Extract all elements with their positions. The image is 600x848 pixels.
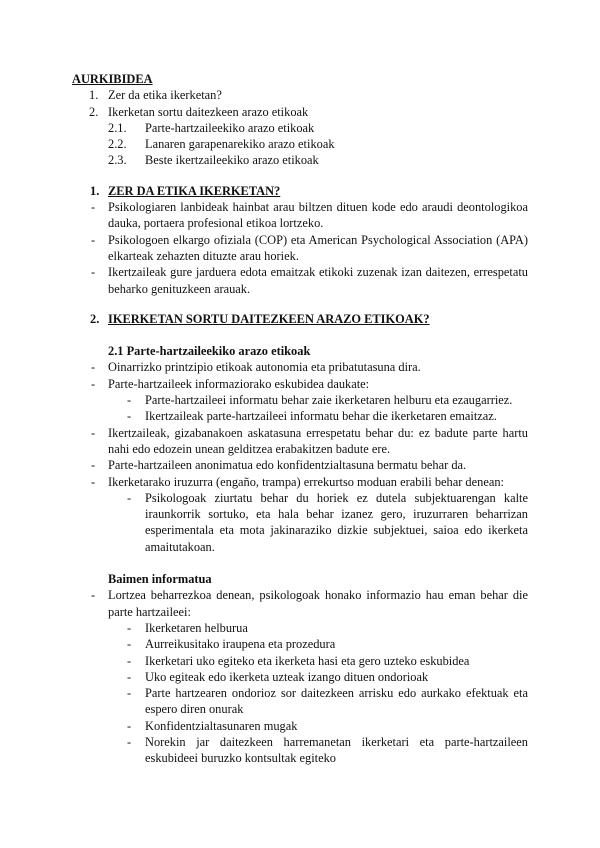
bullet: - bbox=[91, 458, 96, 473]
bullet: - bbox=[127, 620, 132, 635]
list-item bbox=[72, 199, 528, 232]
toc-item bbox=[72, 120, 528, 136]
bullet: - bbox=[91, 588, 96, 603]
nested-list-item bbox=[72, 636, 528, 652]
nested-list-item bbox=[72, 734, 528, 767]
list-text: Lortzea beharrezkoa denean, psikologoak honako informazio hau eman behar die parte hartzaileei: bbox=[108, 588, 528, 619]
toc-number: 1. bbox=[89, 88, 99, 103]
bullet: - bbox=[91, 376, 96, 391]
list-text: Oinarrizko printzipio etikoak autonomia eta pribatutasuna dira. bbox=[108, 360, 421, 375]
toc-text: Ikerketan sortu daitezkeen arazo etikoak bbox=[108, 104, 309, 119]
bullet: - bbox=[127, 490, 132, 505]
toc-number: 2. bbox=[89, 104, 99, 119]
nested-list-item bbox=[72, 408, 528, 424]
list-text: Ikerketari uko egiteko eta ikerketa hasi eta gero uzteko eskubidea bbox=[145, 653, 470, 668]
toc-number: 2.3. bbox=[108, 153, 127, 168]
heading-text: ZER DA ETIKA IKERKETAN? bbox=[108, 183, 281, 198]
toc-text: Zer da etika ikerketan? bbox=[108, 88, 222, 103]
subsection-heading: 2.1 Parte-hartzaileekiko arazo etikoak bbox=[108, 344, 311, 359]
nested-list-item bbox=[72, 685, 528, 718]
heading-number: 2. bbox=[90, 311, 100, 326]
section-1-heading bbox=[72, 183, 528, 199]
list-text: Ikertzaileak gure jarduera edota emaitzak etikoki zuzenak izan daitezen, errespetatu beharko genituzkeen arauak. bbox=[108, 265, 528, 296]
list-text: Aurreikusitako iraupena eta prozedura bbox=[145, 637, 336, 652]
bullet: - bbox=[91, 474, 96, 489]
list-text: Ikerketarako iruzurra (engaño, trampa) errekurtso moduan erabili behar denean: bbox=[108, 474, 504, 489]
list-item bbox=[72, 359, 528, 375]
bullet: - bbox=[127, 637, 132, 652]
bullet: - bbox=[127, 734, 132, 749]
bullet: - bbox=[127, 653, 132, 668]
toc-number: 2.1. bbox=[108, 120, 127, 135]
list-text: Ikertzaileak parte-hartzaileei informatu behar die ikerketaren emaitzaz. bbox=[145, 409, 497, 424]
list-text: Parte-hartzaileei informatu behar zaie ikerketaren helburu eta ezaugarriez. bbox=[145, 393, 513, 408]
toc-number: 2.2. bbox=[108, 137, 127, 152]
toc-title: AURKIBIDEA bbox=[72, 72, 153, 86]
list-item bbox=[72, 232, 528, 265]
nested-list-item bbox=[72, 392, 528, 408]
toc-item bbox=[72, 104, 528, 120]
nested-list-item bbox=[72, 620, 528, 636]
toc-text: Parte-hartzaileekiko arazo etikoak bbox=[145, 120, 315, 135]
bullet: - bbox=[91, 360, 96, 375]
list-text: Parte-hartzaileen anonimatua edo konfidentzialtasuna bermatu behar da. bbox=[108, 458, 467, 473]
nested-list-item bbox=[72, 718, 528, 734]
toc-item bbox=[72, 136, 528, 152]
nested-list-item bbox=[72, 490, 528, 555]
list-text: Psikologoen elkargo ofiziala (COP) eta American Psychological Association (APA) elkarteak zehazten dituzte arau horiek. bbox=[108, 232, 528, 263]
list-item bbox=[72, 457, 528, 473]
list-text: Psikologoak ziurtatu behar du horiek ez dutela subjektuarengan kalte iraunkorrik sortuko, eta hala behar izanez gero, iruzurraren beharrizan esperimentala eta mota jakinaraziko dizkie subjektuei, saioa edo ikerketa amaitutakoan. bbox=[145, 490, 528, 554]
list-text: Parte hartzearen ondorioz sor daitezkeen arrisku edo aurkako efektuak eta espero diren onurak bbox=[145, 686, 528, 717]
heading-number: 1. bbox=[90, 183, 100, 198]
toc-item bbox=[72, 87, 528, 103]
spacer bbox=[72, 327, 528, 343]
bullet: - bbox=[127, 718, 132, 733]
spacer bbox=[72, 297, 528, 311]
list-text: Konfidentzialtasunaren mugak bbox=[145, 718, 298, 733]
list-item bbox=[72, 264, 528, 297]
bullet: - bbox=[91, 265, 96, 280]
list-text: Ikertzaileak, gizabanakoen askatasuna errespetatu behar du: ez badute parte hartu nahi edo edozein unean gelditzea erabakitzen badute ere. bbox=[108, 425, 528, 456]
bullet: - bbox=[91, 232, 96, 247]
list-item bbox=[72, 425, 528, 458]
bullet: - bbox=[127, 393, 132, 408]
spacer bbox=[72, 169, 528, 183]
toc-text: Beste ikertzaileekiko arazo etikoak bbox=[145, 153, 319, 168]
list-text: Uko egiteak edo ikerketa uzteak izango dituen ondorioak bbox=[145, 669, 429, 684]
nested-list-item bbox=[72, 669, 528, 685]
list-text: Psikologiaren lanbideak hainbat arau biltzen dituen kode edo araudi deontologikoa dauka, portaera profesional etikoa lortzeko. bbox=[108, 200, 528, 231]
consent-heading: Baimen informatua bbox=[108, 572, 212, 587]
nested-list-item bbox=[72, 653, 528, 669]
document-page bbox=[72, 71, 528, 767]
spacer bbox=[72, 555, 528, 571]
list-item bbox=[72, 376, 528, 392]
list-text: Ikerketaren helburua bbox=[145, 620, 248, 635]
heading-text: IKERKETAN SORTU DAITEZKEEN ARAZO ETIKOAK? bbox=[108, 311, 430, 326]
bullet: - bbox=[91, 425, 96, 440]
bullet: - bbox=[91, 200, 96, 215]
list-text: Parte-hartzaileek informaziorako eskubidea daukate: bbox=[108, 376, 370, 391]
bullet: - bbox=[127, 669, 132, 684]
list-item bbox=[72, 587, 528, 620]
bullet: - bbox=[127, 409, 132, 424]
section-2-heading bbox=[72, 311, 528, 327]
bullet: - bbox=[127, 686, 132, 701]
toc-item bbox=[72, 152, 528, 168]
list-text: Norekin jar daitezkeen harremanetan ikerketari eta parte-hartzaileen eskubideei buruzko kontsultak egiteko bbox=[145, 734, 528, 766]
list-item bbox=[72, 474, 528, 490]
toc-text: Lanaren garapenarekiko arazo etikoak bbox=[145, 137, 335, 152]
